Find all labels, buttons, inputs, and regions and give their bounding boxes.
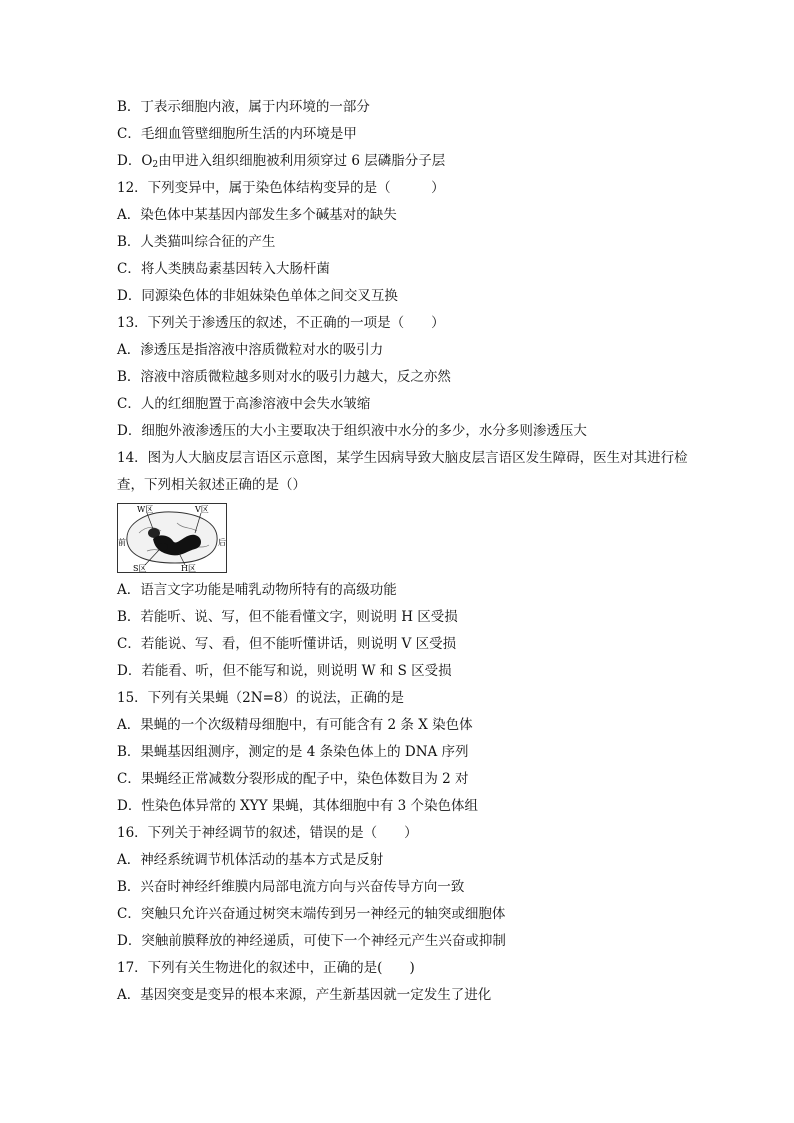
question-13-option-c: C．人的红细胞置于高渗溶液中会失水皱缩 bbox=[117, 396, 371, 412]
question-13-option-a: A．渗透压是指溶液中溶质微粒对水的吸引力 bbox=[117, 342, 384, 358]
question-14-option-d: D．若能看、听，但不能写和说，则说明 W 和 S 区受损 bbox=[117, 663, 452, 679]
question-14-option-a: A．语言文字功能是哺乳动物所特有的高级功能 bbox=[117, 582, 397, 598]
question-13-stem: 13．下列关于渗透压的叙述，不正确的一项是（ ） bbox=[117, 315, 445, 331]
option-line: B．丁表示细胞内液，属于内环境的一部分 bbox=[117, 99, 370, 115]
question-14-stem: 14．图为人大脑皮层言语区示意图，某学生因病导致大脑皮层言语区发生障碍，医生对其进行检查，下列相关叙述正确的是（） bbox=[117, 450, 688, 493]
question-15-option-c: C．果蝇经正常减数分裂形成的配子中，染色体数目为 2 对 bbox=[117, 771, 469, 787]
label-back: 后 bbox=[218, 538, 226, 547]
question-15-option-a: A．果蝇的一个次级精母细胞中，有可能含有 2 条 X 染色体 bbox=[117, 717, 473, 733]
label-w-area: W区 bbox=[137, 505, 154, 514]
question-16-option-b: B．兴奋时神经纤维膜内局部电流方向与兴奋传导方向一致 bbox=[117, 879, 465, 895]
question-15-stem: 15．下列有关果蝇（2N=8）的说法，正确的是 bbox=[117, 690, 404, 706]
label-v-area: V区 bbox=[195, 505, 209, 514]
question-12-option-a: A．染色体中某基因内部发生多个碱基对的缺失 bbox=[117, 207, 397, 223]
question-12-stem: 12．下列变异中，属于染色体结构变异的是（ ） bbox=[117, 180, 445, 196]
brain-diagram bbox=[117, 503, 227, 573]
question-content bbox=[117, 94, 697, 1009]
question-17-stem: 17．下列有关生物进化的叙述中，正确的是( ) bbox=[117, 960, 415, 976]
question-17-option-a: A．基因突变是变异的根本来源，产生新基因就一定发生了进化 bbox=[117, 987, 492, 1003]
question-13-option-b: B．溶液中溶质微粒越多则对水的吸引力越大，反之亦然 bbox=[117, 369, 451, 385]
brain-language-area-figure bbox=[117, 503, 227, 573]
label-s-area: S区 bbox=[133, 564, 147, 573]
question-14-option-c: C．若能说、写、看，但不能听懂讲话，则说明 V 区受损 bbox=[117, 636, 457, 652]
brain-outline bbox=[127, 512, 217, 563]
label-h-area: H区 bbox=[181, 564, 196, 573]
question-16-stem: 16．下列关于神经调节的叙述，错误的是（ ） bbox=[117, 825, 418, 841]
option-line: D．$O_2$由甲进入组织细胞被利用须穿过 6 层磷脂分子层 bbox=[117, 153, 446, 170]
question-12-option-c: C．将人类胰岛素基因转入大肠杆菌 bbox=[117, 261, 330, 277]
question-15-option-b: B．果蝇基因组测序，测定的是 4 条染色体上的 DNA 序列 bbox=[117, 744, 469, 760]
option-line: C．毛细血管壁细胞所生活的内环境是甲 bbox=[117, 126, 357, 142]
question-15-option-d: D．性染色体异常的 XYY 果蝇，其体细胞中有 3 个染色体组 bbox=[117, 798, 479, 814]
question-13-option-d: D．细胞外液渗透压的大小主要取决于组织液中水分的多少，水分多则渗透压大 bbox=[117, 423, 587, 439]
label-front: 前 bbox=[118, 538, 126, 547]
question-14-option-b: B．若能听、说、写，但不能看懂文字，则说明 H 区受损 bbox=[117, 609, 458, 625]
question-12-option-b: B．人类猫叫综合征的产生 bbox=[117, 234, 276, 250]
question-16-option-a: A．神经系统调节机体活动的基本方式是反射 bbox=[117, 852, 384, 868]
question-16-option-d: D．突触前膜释放的神经递质，可使下一个神经元产生兴奋或抑制 bbox=[117, 933, 506, 949]
question-12-option-d: D．同源染色体的非姐妹染色单体之间交叉互换 bbox=[117, 288, 398, 304]
s-area-region bbox=[158, 543, 168, 551]
question-16-option-c: C．突触只允许兴奋通过树突末端传到另一神经元的轴突或细胞体 bbox=[117, 906, 506, 922]
